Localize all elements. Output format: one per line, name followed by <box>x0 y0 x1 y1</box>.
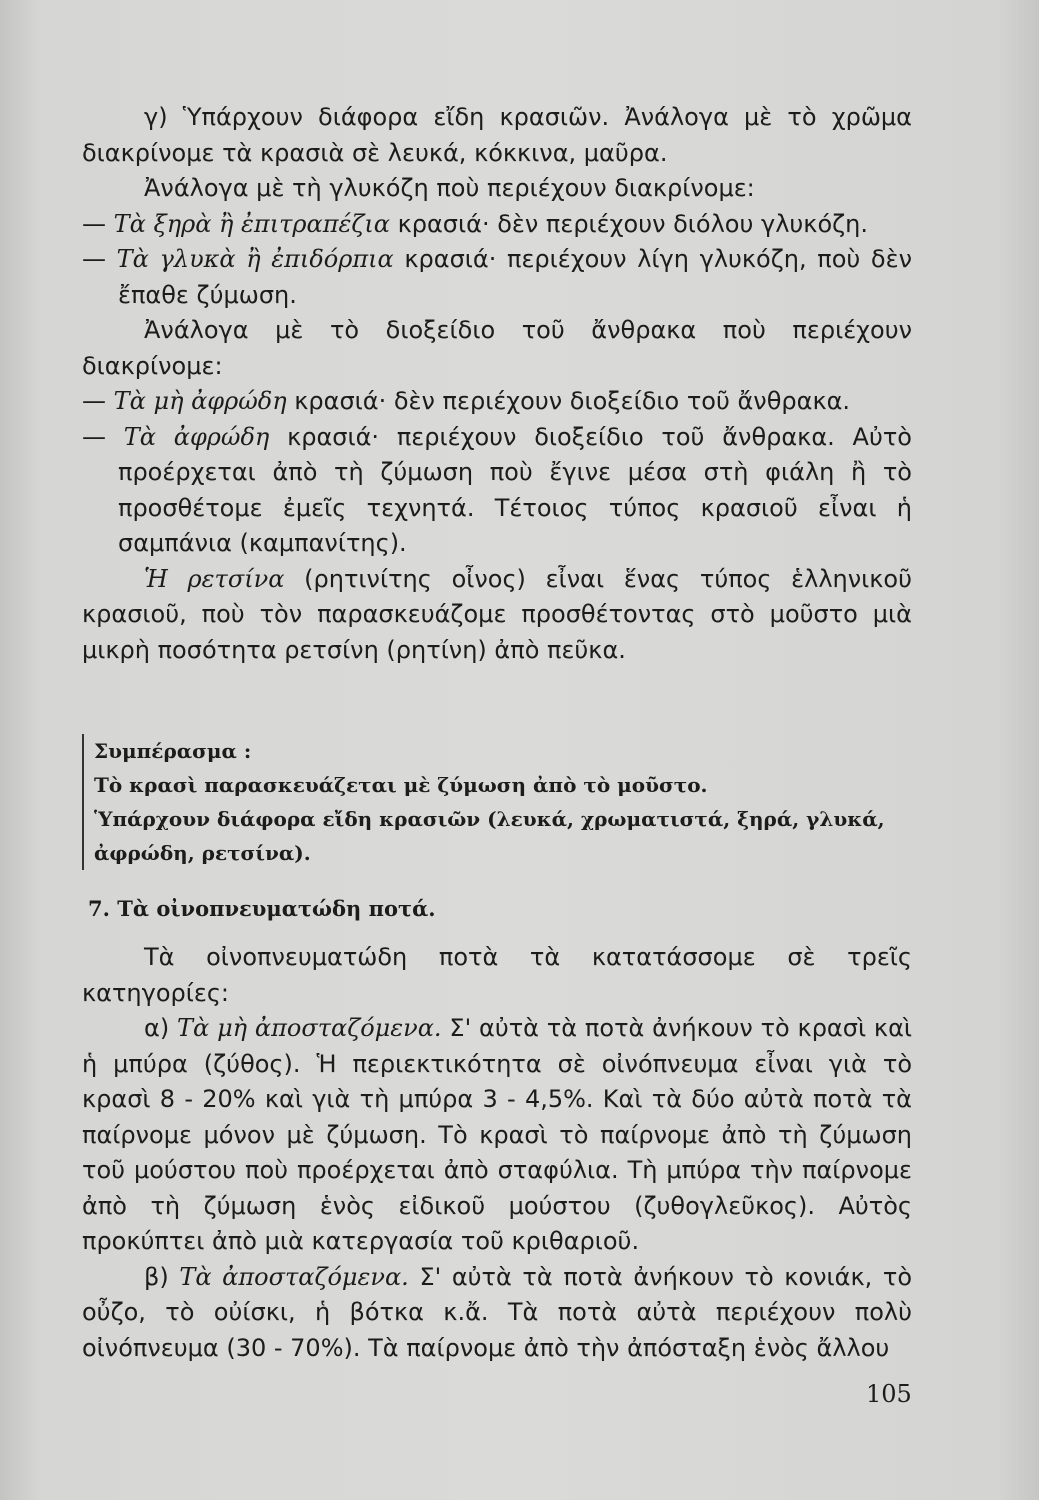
paragraph-glucose: Ἀνάλογα μὲ τὴ γλυκόζη ποὺ περιέχουν διακρίνομε: <box>144 174 755 202</box>
dash-sweet-text: κρασιά· περιέχουν λίγη γλυκόζη, ποὺ δὲν ἔπαθε ζύμωση. <box>118 245 912 309</box>
label-a: α) <box>144 1014 178 1042</box>
dash-sparkling-text: κρασιά· περιέχουν διοξείδιο τοῦ ἄνθρακα. Αὐτὸ προέρχεται ἀπὸ τὴ ζύμωση ποὺ ἔγινε μέσα στὴ φιάλη ἢ τὸ προσθέτομε ἐμεῖς τεχνητά. Τέτοιος τύπος κρασιοῦ εἶναι ἡ σαμπάνια (καμπανίτης). <box>118 422 912 557</box>
paragraph-retsina <box>82 562 912 669</box>
label-b: β) <box>144 1262 180 1291</box>
dash-sweet-wines: — Τὰ γλυκὰ ἢ ἐπιδόρπια κρασιά· περιέχουν λίγη γλυκόζη, ποὺ δὲν ἔπαθε ζύμωση. <box>82 245 912 309</box>
paragraph-non-distilled <box>82 1011 912 1260</box>
top-section <box>82 100 912 668</box>
page-number: 105 <box>866 1380 912 1408</box>
conclusion-title: Συμπέρασμα : <box>94 739 252 763</box>
dash-sparkling-wines: — Τὰ ἀφρώδη κρασιά· περιέχουν διοξείδιο τοῦ ἄνθρακα. Αὐτὸ προέρχεται ἀπὸ τὴ ζύμωση ποὺ ἔγινε μέσα στὴ φιάλη ἢ τὸ προσθέτομε ἐμεῖς τεχνητά. Τέτοιος τύπος κρασιοῦ εἶναι ἡ σαμπάνια (καμπανίτης). <box>82 422 912 557</box>
dash-dry-text: κρασιά· δὲν περιέχουν διόλου γλυκόζη. <box>389 209 869 238</box>
term-dry: Τὰ ξηρὰ ἢ ἐπιτραπέζια <box>113 209 390 238</box>
distilled-text: Σ' αὐτὰ τὰ ποτὰ ἀνήκουν τὸ κονιάκ, τὸ οὖζο, τὸ οὐίσκι, ἡ βότκα κ.ἄ. Τὰ ποτὰ αὐτὰ περιέχουν πολὺ οἰνόπνευμα (30 - 70%). Τὰ παίρνομε ἀπὸ τὴν ἀπόσταξη ἑνὸς ἄλλου <box>82 1262 913 1362</box>
retsina-text: (ρητινίτης οἶνος) εἶναι ἕνας τύπος ἑλληνικοῦ κρασιοῦ, ποὺ τὸν παρασκευάζομε προσθέτοντας στὸ μοῦστο μιὰ μικρὴ ποσότητα ρετσίνη (ρητίνη) ἀπὸ πεῦκα. <box>82 564 913 664</box>
term-sweet: Τὰ γλυκὰ ἢ ἐπιδόρπια <box>116 245 394 273</box>
non-distilled-text: Σ' αὐτὰ τὰ ποτὰ ἀνήκουν τὸ κρασὶ καὶ ἡ μπύρα (ζύθος). Ἡ περιεκτικότητα σὲ οἰνόπνευμα εἶναι γιὰ τὸ κρασὶ 8 - 20% καὶ γιὰ τὴ μπύρα 3 - 4,5%. Καὶ τὰ δύο αὐτὰ ποτὰ τὰ παίρνομε μόνον μὲ ζύμωση. Τὸ κρασὶ τὸ παίρνομε ἀπὸ τὴ ζύμωση τοῦ μούστου ποὺ προέρχεται ἀπὸ σταφύλια. Τὴ μπύρα τὴν παίρνομε ἀπὸ τὴ ζύμωση ἑνὸς εἰδικοῦ μούστου (ζυθογλεῦκος). Αὐτὸς προκύπτει ἀπὸ μιὰ κατεργασία τοῦ κριθαριοῦ. <box>82 1014 913 1255</box>
paragraph-wine-types: γ) Ὑπάρχουν διάφορα εἴδη κρασιῶν. Ἀνάλογα μὲ τὸ χρῶμα διακρίνομε τὰ κρασιὰ σὲ λευκά, κόκκινα, μαῦρα. <box>82 103 912 167</box>
paragraph-categories: Τὰ οἰνοπνευματώδη ποτὰ τὰ κατατάσσομε σὲ τρεῖς κατηγορίες: <box>82 943 912 1007</box>
conclusion-line-1: Τὸ κρασὶ παρασκευάζεται μὲ ζύμωση ἀπὸ τὸ μοῦστο. <box>94 773 708 797</box>
dash-still-text: κρασιά· δὲν περιέχουν διοξείδιο τοῦ ἄνθρακα. <box>286 387 851 415</box>
term-sparkling: Τὰ ἀφρώδη <box>123 422 270 451</box>
section-7-body <box>82 940 912 1366</box>
term-distilled: Τὰ ἀποσταζόμενα. <box>179 1262 409 1291</box>
conclusion-box <box>82 734 924 870</box>
conclusion-line-2: Ὑπάρχουν διάφορα εἴδη κρασιῶν (λευκά, χρωματιστά, ξηρά, γλυκά, ἀφρώδη, ρετσίνα). <box>94 807 885 865</box>
term-retsina: Ἡ ρετσίνα <box>144 564 285 593</box>
paragraph-distilled <box>82 1260 912 1367</box>
term-non-distilled: Τὰ μὴ ἀποσταζόμενα. <box>177 1014 442 1042</box>
section-heading: 7. Τὰ οἰνοπνευματώδη ποτά. <box>88 896 436 921</box>
term-still: Τὰ μὴ ἀφρώδη <box>113 387 287 415</box>
dash-still-wines: — Τὰ μὴ ἀφρώδη κρασιά· δὲν περιέχουν διοξείδιο τοῦ ἄνθρακα. <box>82 387 851 415</box>
dash-dry-wines: — Τὰ ξηρὰ ἢ ἐπιτραπέζια κρασιά· δὲν περιέχουν διόλου γλυκόζη. <box>82 209 869 238</box>
paragraph-co2: Ἀνάλογα μὲ τὸ διοξείδιο τοῦ ἄνθρακα ποὺ περιέχουν διακρίνομε: <box>82 316 912 380</box>
